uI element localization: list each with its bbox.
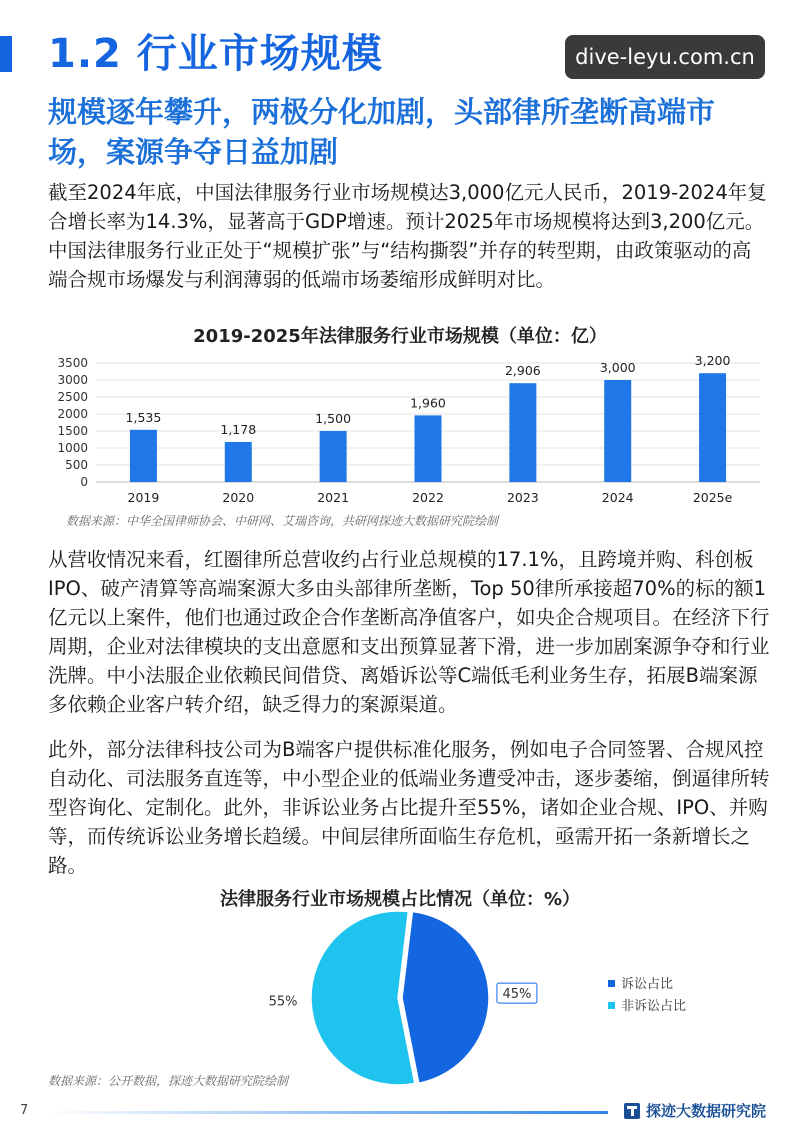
bar-2023 [509, 383, 536, 482]
bar-2022 [415, 415, 442, 482]
y-tick-label: 1000 [57, 441, 88, 455]
y-tick-label: 2000 [57, 407, 88, 421]
x-tick-label: 2024 [601, 490, 634, 505]
y-tick-label: 500 [65, 458, 88, 472]
brand-logo-icon [624, 1103, 640, 1119]
section-subtitle: 规模逐年攀升，两极分化加剧，头部律所垄断高端市场，案源争夺日益加剧 [48, 95, 716, 169]
page-number: 7 [20, 1103, 29, 1118]
y-tick-label: 1500 [57, 424, 88, 438]
bar-2021 [320, 431, 347, 482]
bar-chart-title: 2019-2025年法律服务行业市场规模（单位：亿） [193, 326, 607, 347]
x-tick-label: 2022 [412, 490, 444, 505]
title-accent-bar [0, 36, 12, 72]
pie-value-label: 45% [502, 987, 532, 1003]
pie-chart [250, 905, 720, 1085]
y-tick-label: 2500 [57, 390, 88, 404]
bar-value-label: 2,906 [504, 363, 541, 379]
x-tick-label: 2019 [127, 490, 160, 505]
legend-label: 非诉讼占比 [621, 999, 687, 1014]
y-tick-label: 3500 [57, 356, 88, 370]
paragraph-revenue-analysis: 从营收情况来看，红圈律所总营收约占行业总规模的17.1%，且跨境并购、科创板IPO、破产清算等高端案源大多由头部律所垄断，Top 50律所承接超70%的标的额1亿元以上案件，他们也通过政企合作垄断高净值客户，如央企合规项目。在经济下行周期，企业对法律模块的支出意愿和支出预算显著下滑，进一步加剧案源争夺和行业洗牌。中小法服企业依赖民间借贷、离婚诉讼等C端低毛利业务生存，拓展B端案源多依赖企业客户转介绍，缺乏得力的案源渠道。 [48, 548, 770, 716]
bar-value-label: 1,178 [220, 421, 257, 437]
legend-swatch [608, 1002, 615, 1009]
bar-chart [40, 350, 770, 510]
legend-label: 诉讼占比 [621, 977, 674, 992]
footer-divider [48, 1111, 608, 1114]
paragraph-market-size: 截至2024年底，中国法律服务行业市场规模达3,000亿元人民币，2019-2024年复合增长率为14.3%，显著高于GDP增速。预计2025年市场规模将达到3,200亿元。中国法律服务行业正处于“规模扩张”与“结构撕裂”并存的转型期，由政策驱动的高端合规市场爆发与利润薄弱的低端市场萎缩形成鲜明对比。 [48, 181, 767, 291]
paragraph-legal-tech: 此外，部分法律科技公司为B端客户提供标准化服务，例如电子合同签署、合规风控自动化、司法服务直连等，中小型企业的低端业务遭受冲击，逐步萎缩，倒逼律所转型咨询化、定制化。此外，非诉讼业务占比提升至55%，诸如企业合规、IPO、并购等，而传统诉讼业务增长趋缓。中间层律所面临生存危机，亟需开拓一条新增长之路。 [48, 738, 770, 877]
y-tick-label: 3000 [57, 373, 88, 387]
pie-slice-non-litigation [311, 911, 415, 1085]
bar-value-label: 3,200 [694, 353, 731, 369]
bar-2020 [225, 442, 252, 482]
bar-value-label: 1,500 [315, 411, 352, 426]
legend-swatch [608, 980, 615, 987]
x-tick-label: 2021 [317, 490, 350, 505]
pie-chart-title: 法律服务行业市场规模占比情况（单位：%） [219, 889, 581, 910]
bar-2019 [130, 430, 157, 482]
bar-chart-source: 数据来源：中华全国律师协会、中研网、艾瑞咨询，共研网探迹大数据研究院绘制 [66, 514, 499, 528]
y-tick-label: 0 [80, 475, 88, 489]
section-title: 1.2 行业市场规模 [48, 31, 383, 77]
brand-name: 探迹大数据研究院 [646, 1102, 767, 1120]
watermark-url-badge: dive-leyu.com.cn [565, 35, 765, 79]
pie-slice-litigation [402, 911, 489, 1083]
x-tick-label: 2020 [222, 490, 255, 505]
bar-2025e [699, 373, 726, 482]
bar-value-label: 1,960 [410, 395, 446, 411]
pie-value-label: 55% [268, 994, 298, 1010]
footer-brand [624, 1100, 766, 1121]
x-tick-label: 2023 [506, 490, 539, 505]
bar-2024 [604, 380, 631, 482]
bar-value-label: 1,535 [125, 409, 162, 425]
bar-value-label: 3,000 [599, 360, 636, 375]
pie-chart-source: 数据来源：公开数据，探迹大数据研究院绘制 [48, 1074, 289, 1088]
x-tick-label: 2025e [692, 490, 733, 505]
